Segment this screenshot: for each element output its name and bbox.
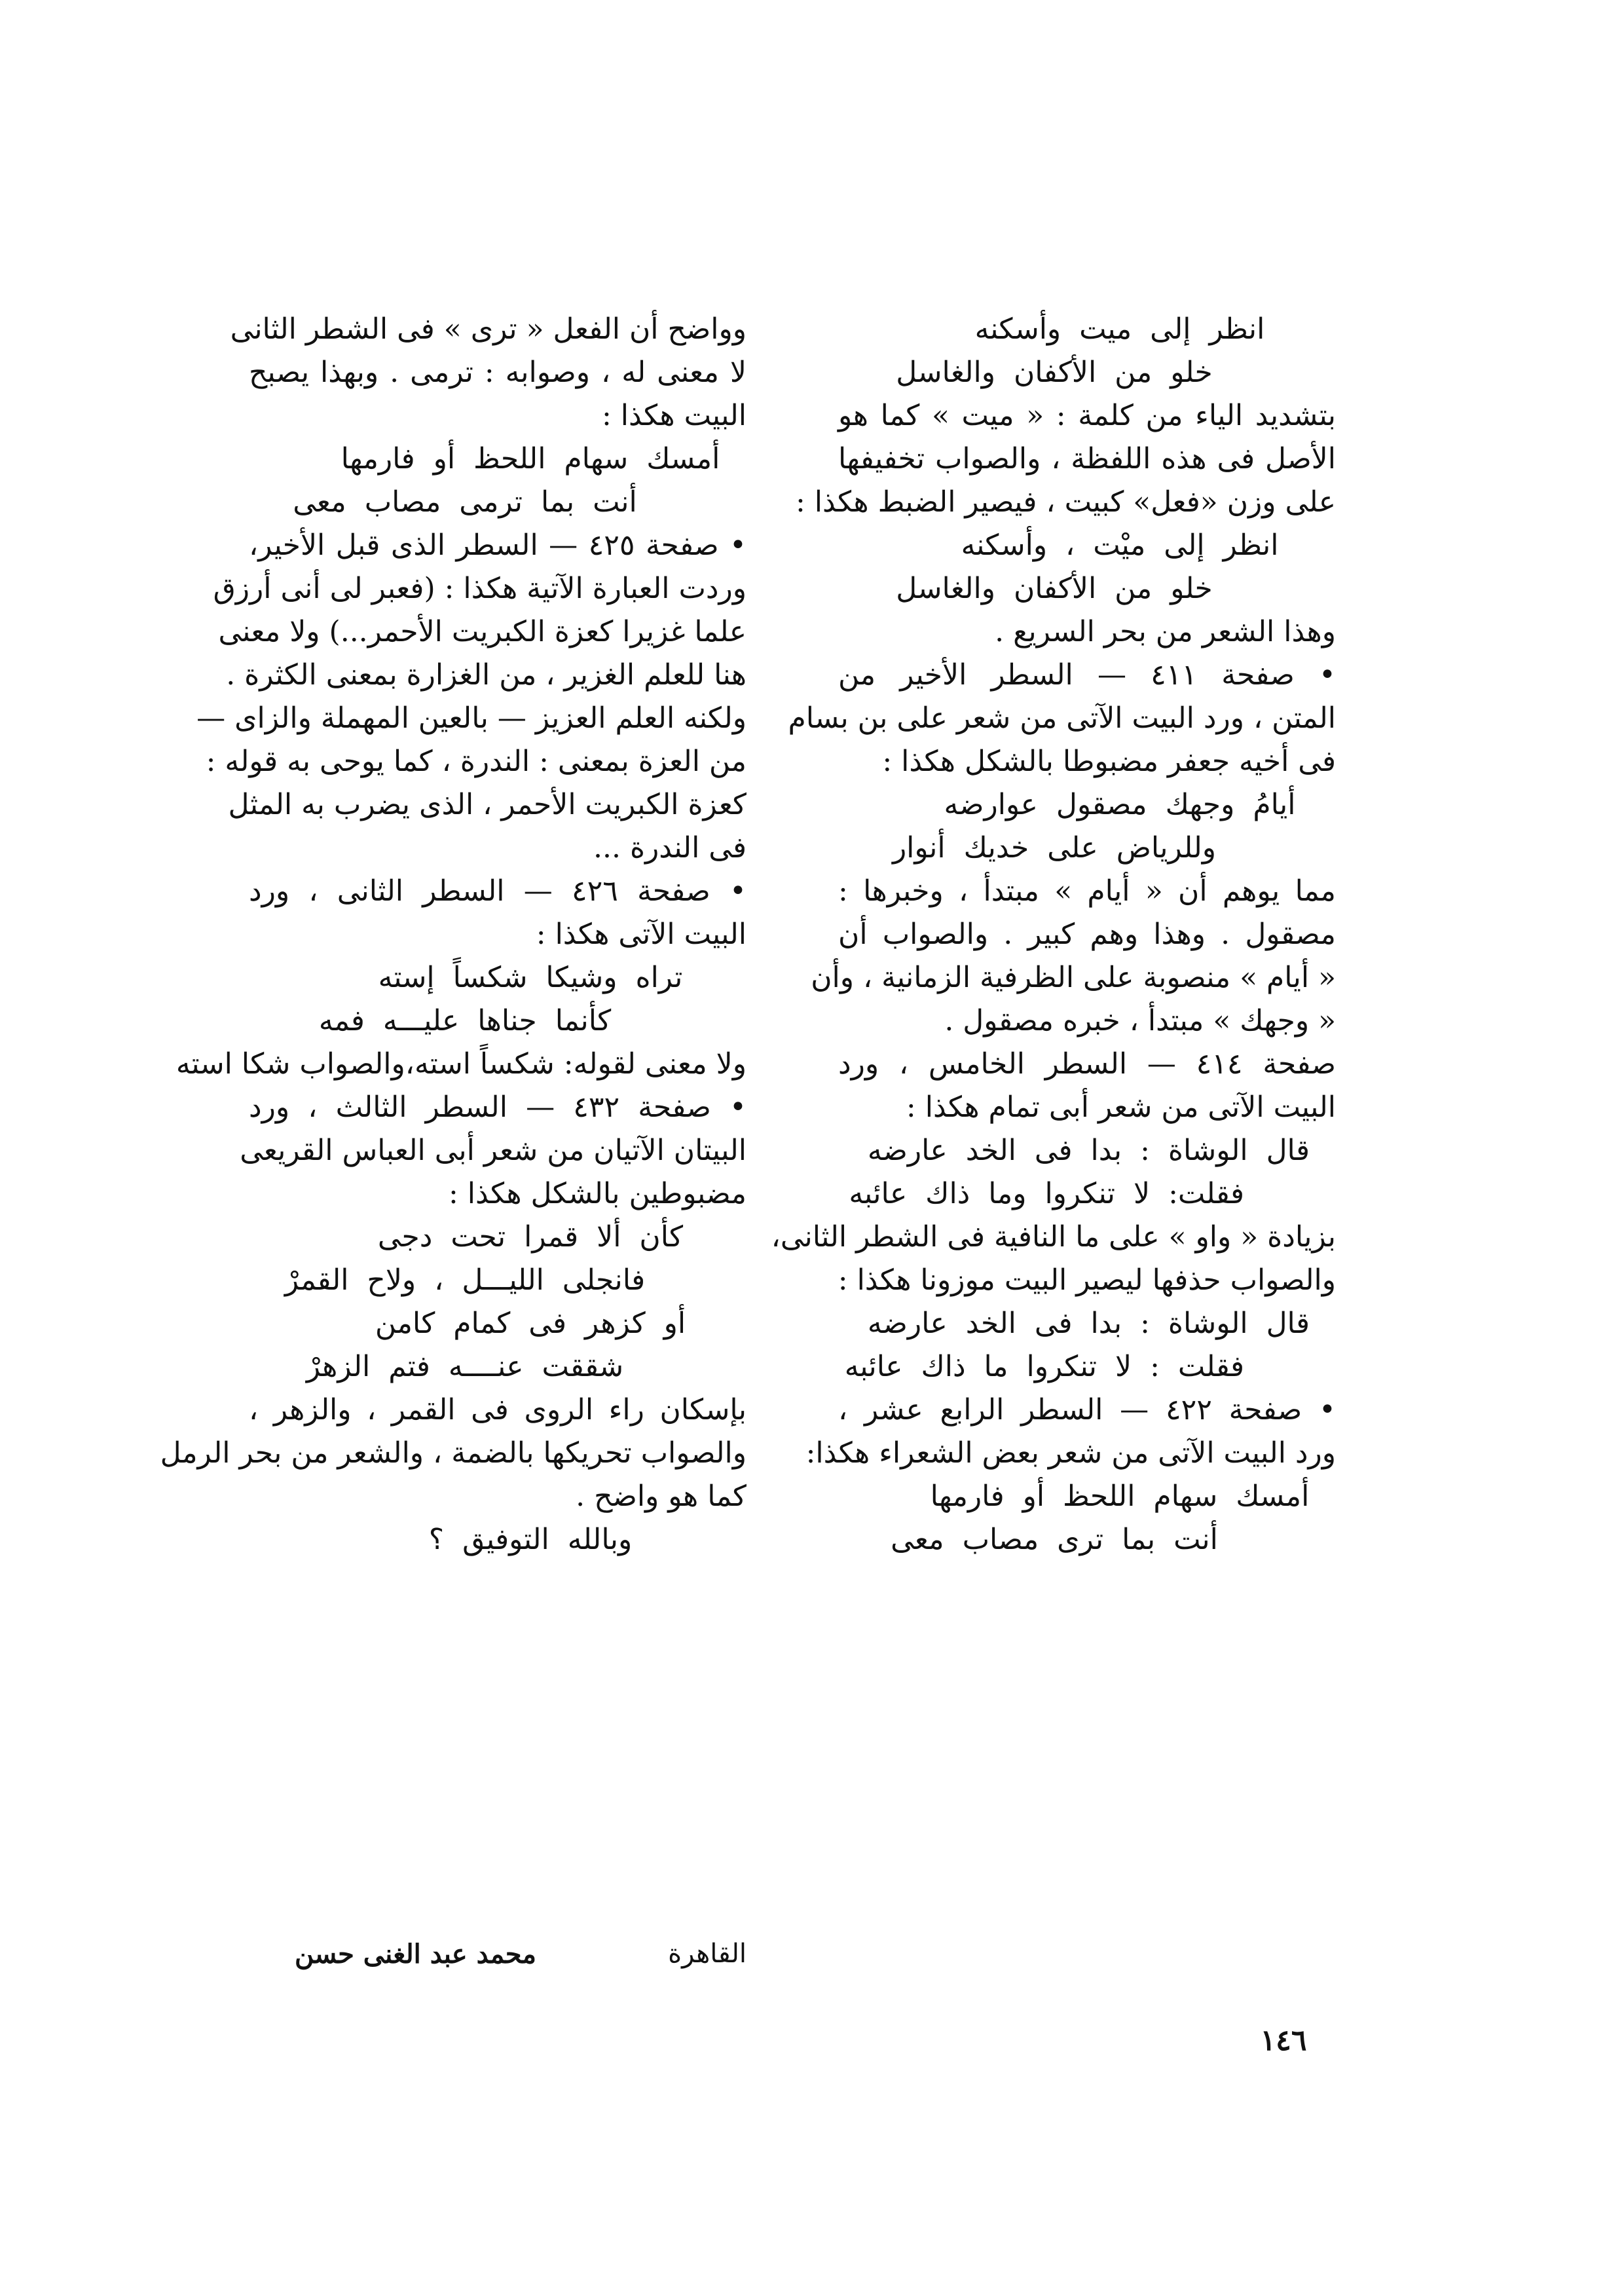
signature-author: محمد عبد الغنى حسن [295,1939,536,1969]
left-column-line: تراه وشيكا شكساً إسته [378,961,683,994]
right-column-line: وهذا الشعر من بحر السريع . [995,615,1336,648]
right-column-line: أيامُ وجهك مصقول عوارضه [944,788,1296,821]
left-column-line: مضبوطين بالشكل هكذا : [448,1177,747,1210]
right-column-line: وللرياض على خديك أنوار [892,831,1217,865]
right-column-line: صفحة ٤١٤ — السطر الخامس ، ورد [838,1047,1336,1081]
signature-city: القاهرة [668,1939,747,1969]
right-column-line: على وزن «فعل» كبيت ، فيصير الضبط هكذا : [795,485,1336,519]
right-column-line: والصواب حذفها ليصير البيت موزونا هكذا : [838,1263,1336,1297]
right-column-line: خلو من الأكفان والغاسل [896,572,1213,605]
left-column-line: وردت العبارة الآتية هكذا : (فعبر لى أنى أرزق [213,572,747,605]
right-column-line: فقلت : لا تنكروا ما ذاك عائبه [844,1350,1244,1383]
right-column [771,308,1336,1561]
left-column-line: كأنما جناها عليـــه فمه [318,1004,612,1037]
left-column-line: كما هو واضح . [576,1480,747,1513]
left-column-line: أو كزهر فى كمام كامن [375,1307,686,1340]
left-column-line: ولا معنى لقوله: شكساً استه،والصواب شكا استه [175,1047,747,1081]
right-column-line: • صفحة ٤١١ — السطر الأخير من [838,658,1336,692]
left-column [160,308,747,1561]
left-column-line: بإسكان راء الروى فى القمر ، والزهر ، [249,1393,747,1427]
right-column-line: مصقول . وهذا وهم كبير . والصواب أن [838,918,1336,951]
left-column-line: هنا للعلم الغزير ، من الغزارة بمعنى الكثرة . [226,658,747,692]
right-column-line: • صفحة ٤٢٢ — السطر الرابع عشر ، [838,1393,1336,1427]
right-column-line: أمسك سهام اللحظ أو فارمها [930,1480,1310,1513]
right-column-line: فى أخيه جعفر مضبوطا بالشكل هكذا : [882,745,1336,778]
right-column-line: بتشديد الياء من كلمة : « ميت » كما هو [838,399,1336,432]
right-column-line: انظر إلى ميت وأسكنه [974,312,1265,346]
left-column-line: البيتان الآتيان من شعر أبى العباس القريعى [240,1134,747,1167]
left-column-line: البيت هكذا : [601,399,747,432]
left-column-line: وواضح أن الفعل « ترى » فى الشطر الثانى [230,312,747,346]
left-column-line: من العزة بمعنى : الندرة ، كما يوحى به قوله : [206,745,747,778]
left-column-line: فى الندرة ... [593,831,747,865]
left-column-line: • صفحة ٤٢٥ — السطر الذى قبل الأخير، [249,529,747,562]
left-column-line: والصواب تحريكها بالضمة ، والشعر من بحر الرمل [160,1436,747,1470]
right-column-line: البيت الآتى من شعر أبى تمام هكذا : [906,1091,1336,1124]
left-column-line: لا معنى له ، وصوابه : ترمى . وبهذا يصبح [249,356,747,389]
right-column-line: « وجهك » مبتدأ ، خبره مصقول . [944,1004,1336,1037]
right-column-line: ورد البيت الآتى من شعر بعض الشعراء هكذا: [805,1436,1336,1470]
right-column-line: « أيام » منصوبة على الظرفية الزمانية ، وأن [811,961,1336,994]
right-column-line: بزيادة « واو » على ما النافية فى الشطر الثانى، [771,1220,1336,1254]
left-column-line: • صفحة ٤٣٢ — السطر الثالث ، ورد [249,1091,747,1124]
left-column-line: كأن ألا قمرا تحت دجى [377,1220,684,1254]
left-column-line: وبالله التوفيق ؟ [428,1523,633,1556]
left-column-line: ولكنه العلم العزيز — بالعين المهملة والزاى — [196,701,747,735]
left-column-line: البيت الآتى هكذا : [536,918,747,951]
left-column-line: علما غزيرا كعزة الكبريت الأحمر...) ولا معنى [218,615,747,648]
page-number: ١٤٦ [1260,2024,1307,2057]
right-column-line: أنت بما ترى مصاب معى [891,1523,1218,1556]
right-column-line: فقلت: لا تنكروا وما ذاك عائبه [849,1177,1244,1210]
left-column-line: • صفحة ٤٢٦ — السطر الثانى ، ورد [249,874,747,908]
right-column-line: انظر إلى ميْت ، وأسكنه [961,529,1279,562]
right-column-line: الأصل فى هذه اللفظة ، والصواب تخفيفها [838,442,1336,476]
right-column-line: قال الوشاة : بدا فى الخد عارضه [867,1307,1310,1340]
left-column-line: فانجلى الليـــل ، ولاح القمرْ [284,1263,646,1297]
right-column-line: المتن ، ورد البيت الآتى من شعر على بن بسام [788,701,1336,735]
right-column-line: خلو من الأكفان والغاسل [896,356,1213,389]
left-column-line: شققت عنــــه فتم الزهرْ [306,1350,624,1383]
left-column-line: أمسك سهام اللحظ أو فارمها [341,442,720,476]
left-column-line: أنت بما ترمى مصاب معى [293,485,637,519]
right-column-line: مما يوهم أن « أيام » مبتدأ ، وخبرها : [838,874,1336,908]
right-column-line: قال الوشاة : بدا فى الخد عارضه [867,1134,1310,1167]
left-column-line: كعزة الكبريت الأحمر ، الذى يضرب به المثل [228,788,747,821]
signature-block [249,1939,747,1978]
